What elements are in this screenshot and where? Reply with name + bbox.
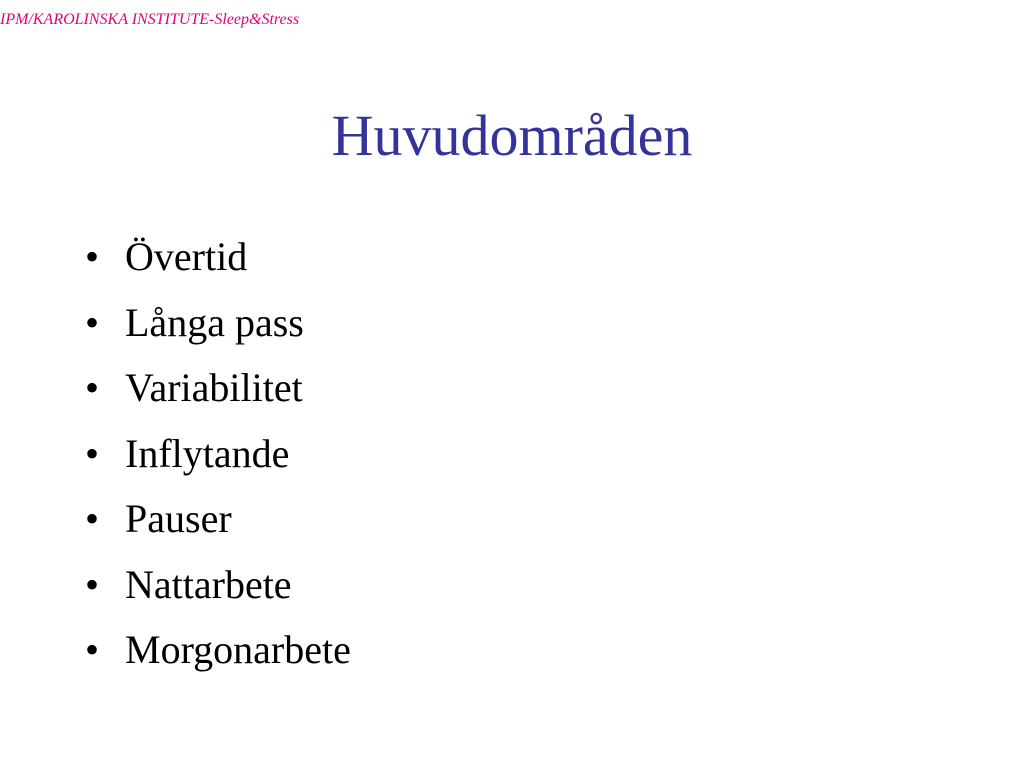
list-item <box>85 356 351 422</box>
bullet-text: Övertid <box>125 234 248 279</box>
slide-title: Huvudområden <box>331 103 693 168</box>
bullet-text: Långa pass <box>125 299 304 345</box>
bullet-icon: • <box>85 299 100 345</box>
header-note: IPM/KAROLINSKA INSTITUTE-Sleep&Stress <box>0 11 300 28</box>
bullet-text: Variabilitet <box>125 365 303 410</box>
bullet-icon: • <box>85 430 100 476</box>
list-item <box>85 618 351 684</box>
bullet-icon: • <box>85 561 100 607</box>
list-item <box>85 422 351 488</box>
bullet-icon: • <box>85 234 100 279</box>
bullet-icon: • <box>85 496 100 541</box>
list-item <box>85 553 351 619</box>
bullet-icon: • <box>85 365 100 410</box>
bullet-icon: • <box>85 627 100 672</box>
bullet-text: Nattarbete <box>125 561 292 607</box>
list-item <box>85 487 351 553</box>
bullet-text: Morgonarbete <box>125 627 351 672</box>
bullet-list <box>85 225 351 684</box>
list-item <box>85 291 351 357</box>
list-item <box>85 225 351 291</box>
bullet-text: Inflytande <box>125 430 290 476</box>
bullet-text: Pauser <box>125 496 232 541</box>
